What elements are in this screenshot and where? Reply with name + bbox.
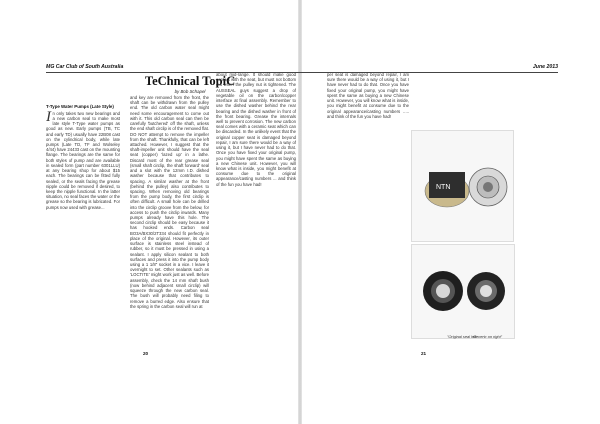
club-header: MG Car Club of South Australia [46, 64, 124, 70]
right-column-text: per seat is damaged beyond repair, I am sure there would be a way of using it, but I have never had to do that. Once you have fixed your original pump, you might have spent the same as buying a new Chinese unit. However, you will know what is inside, you might benefit at consume due to the original appearance/casting numbers ..... and think of the fun you have had! [327, 72, 409, 119]
left-column-2-text: and key are removed from the front, the shaft can be withdrawn from the pulley end. The old carbon water seal might need some encouragement to come out with it. This old carbon seal can then be carefully 'butchered' off the shaft, unless the end shaft circlip is of the removed flat. DO NOT attempt to remove the impeller from the shaft. Thankfully, that can be left attached. However, I suggest that the shaft-impeller unit should have the seal seat (copper) 'lazed up' in a lathe. Discard most of the rear grease seal (small shaft circlip, the shaft forward' seal and a slot with the 12mm I.D. dished washer because that contributes to spacing. A similar washer at the front (behind the pulley) also contributes to spacing. When removing old bearings from the pump body, the first circlip is often difficult. A small hole can be drilled into the circlip groove from the below, for access to push the circlip inwards. Many pumps already have this hole. The second circlip should be easy because it has hooked ends. Carbon seal BO3A/BX30/2T334 should fit perfectly in place of the original. However, its outer surface is stainless steel instead of rubber, so it must be pressed in using a sealant. I apply silicon sealant to both surfaces and press it into the pump body using a 1 1/8" socket in a vice. I leave it overnight to set. Other sealants such as 'LOCTITE' might work just as well. Before assembly, check the 14 mm shaft bush (now behind adjacent small circlip) will squeeze through the new carbon seal. The bush will probably need filing to remove a burred edge. Also ensure that the spring in the carbon seal will run at [130, 95, 209, 309]
section-title: T-Type Water Pumps (Late Style) [46, 104, 114, 109]
text-column-left-2 [130, 95, 209, 355]
photo-caption-right: Generic on right" [473, 334, 503, 339]
left-column-1-body: n only takes two new bearings and a new carbon seal to make most late style T-Type water pumps as good as new. Early pumps (TB, TC and early TD) usually have 22B08 cast on the cylindrical body, while late pumps (Late TD, TF and Wolseley 4/44) have 24433 cast on the mounting flange. The bearings are the same for both styles of pump and are available in sealed form (part number 6301LLU) at any bearing shop for about $15 each. The bearings can be fitted fully sealed, or the seals facing the grease nipple could be removed if desired, to keep the nipple functional. In the latter situation, no seal faces the water or the grease so the bearing is lubricated. For pumps now used with grease... [46, 110, 120, 210]
article-author: by Bob Schapel [174, 89, 206, 94]
carbon-seal-illustration [412, 245, 515, 339]
right-page-content [300, 0, 600, 424]
bearing-brand-text: NTN [436, 184, 451, 191]
page-number-right: 21 [421, 351, 427, 356]
article-title: TeChnical TopiC [144, 74, 236, 88]
drop-cap: I [46, 108, 51, 125]
left-column-3-text: about mid-range. It should make good contact with the seat, but must not bottom out when the pulley nut is tightened. The AUSSEAL guys suggest a drop of vegetable oil on the carbon/copper interface at final assembly. Remember to use the dished washer behind the rear bearing and the dished washer in front of the front bearing. Grease the internals well to prevent corrosion. The new carbon seal comes with a ceramic seat which can be discarded. In the unlikely event that the original copper seat is damaged beyond repair, I am sure there would be a way of using it, but I have never had to do that. Once you have fixed your original pump, you might have spent the same as buying a new Chinese unit. However, you will know what is inside, you might benefit at consume due to the original appearance/casting numbers ... and think of the fun you have had! [216, 72, 296, 187]
text-column-left-3 [216, 72, 296, 354]
carbon-seal-photo [411, 244, 515, 339]
text-column-right-1 [327, 72, 409, 129]
photo-caption-left: "Original seal left. [447, 334, 478, 339]
text-column-left-1 [46, 104, 120, 354]
left-column-1-text [46, 108, 120, 210]
bearing-illustration [412, 131, 514, 242]
page-number-left: 20 [143, 351, 149, 356]
issue-date: June 2013 [532, 64, 558, 70]
bearing-photo [411, 130, 514, 242]
